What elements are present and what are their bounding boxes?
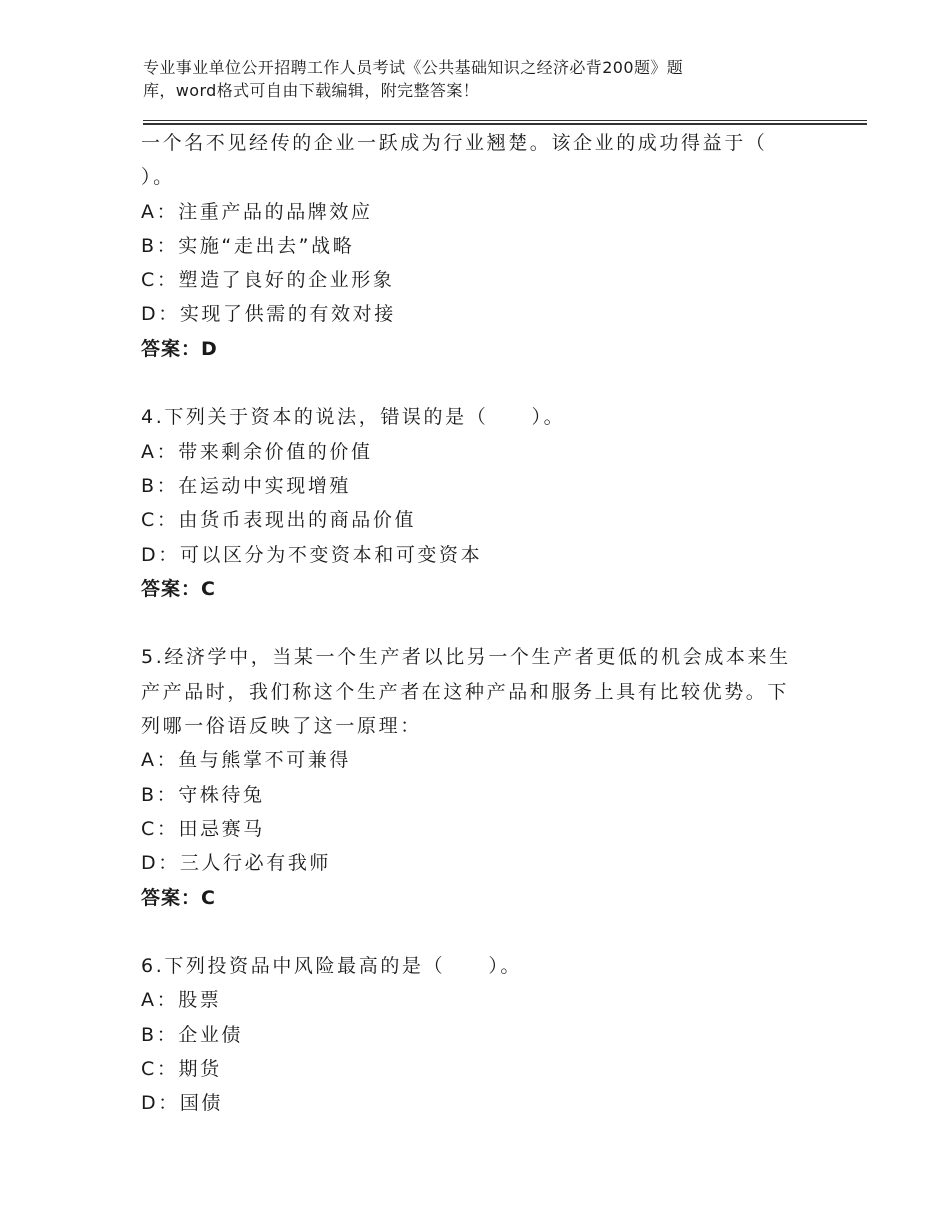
- option-a: A：鱼与熊掌不可兼得: [141, 749, 351, 772]
- question-stem: 6.下列投资品中风险最高的是（ ）。: [141, 955, 523, 978]
- option-d: D：国债: [141, 1092, 224, 1115]
- question-stem: 4.下列关于资本的说法，错误的是（ ）。: [141, 406, 566, 429]
- question-list: [141, 126, 801, 1121]
- question-block: [141, 949, 801, 1120]
- answer: 答案：C: [141, 577, 216, 600]
- option-c: C：期货: [141, 1058, 222, 1081]
- question-stem: ）。: [141, 166, 175, 189]
- question-block: [141, 126, 801, 366]
- header-rule-top: [143, 120, 867, 121]
- option-b: B：企业债: [141, 1023, 244, 1046]
- question-block: [141, 640, 801, 914]
- header-line-1: 专业事业单位公开招聘工作人员考试《公共基础知识之经济必背200题》题: [143, 58, 684, 77]
- question-block: [141, 400, 801, 606]
- question-stem: 一个名不见经传的企业一跃成为行业翘楚。该企业的成功得益于（: [141, 132, 768, 154]
- option-c: C：由货币表现出的商品价值: [141, 509, 417, 532]
- option-a: A：股票: [141, 989, 222, 1012]
- option-a: A：注重产品的品牌效应: [141, 200, 373, 223]
- option-c: C：田忌赛马: [141, 817, 265, 840]
- option-d: D：可以区分为不变资本和可变资本: [141, 543, 483, 566]
- option-d: D：实现了供需的有效对接: [141, 303, 396, 326]
- option-a: A：带来剩余价值的价值: [141, 440, 373, 463]
- answer: 答案：D: [141, 337, 218, 360]
- question-stem: 产产品时，我们称这个生产者在这种产品和服务上具有比较优势。下: [141, 680, 790, 703]
- option-b: B：在运动中实现增殖: [141, 474, 352, 497]
- question-stem: 列哪一俗语反映了这一原理：: [141, 715, 422, 738]
- answer: 答案：C: [141, 886, 216, 909]
- header-line-2: 库，word格式可自由下载编辑，附完整答案！: [143, 81, 480, 100]
- option-b: B：守株待兔: [141, 783, 265, 806]
- option-d: D：三人行必有我师: [141, 852, 332, 875]
- header-rule-bottom: [143, 123, 867, 125]
- option-c: C：塑造了良好的企业形象: [141, 269, 395, 292]
- option-b: B：实施“走出去”战略: [141, 234, 355, 257]
- question-stem: 5.经济学中，当某一个生产者以比另一个生产者更低的机会成本来生: [141, 646, 791, 669]
- document-header: [143, 56, 783, 102]
